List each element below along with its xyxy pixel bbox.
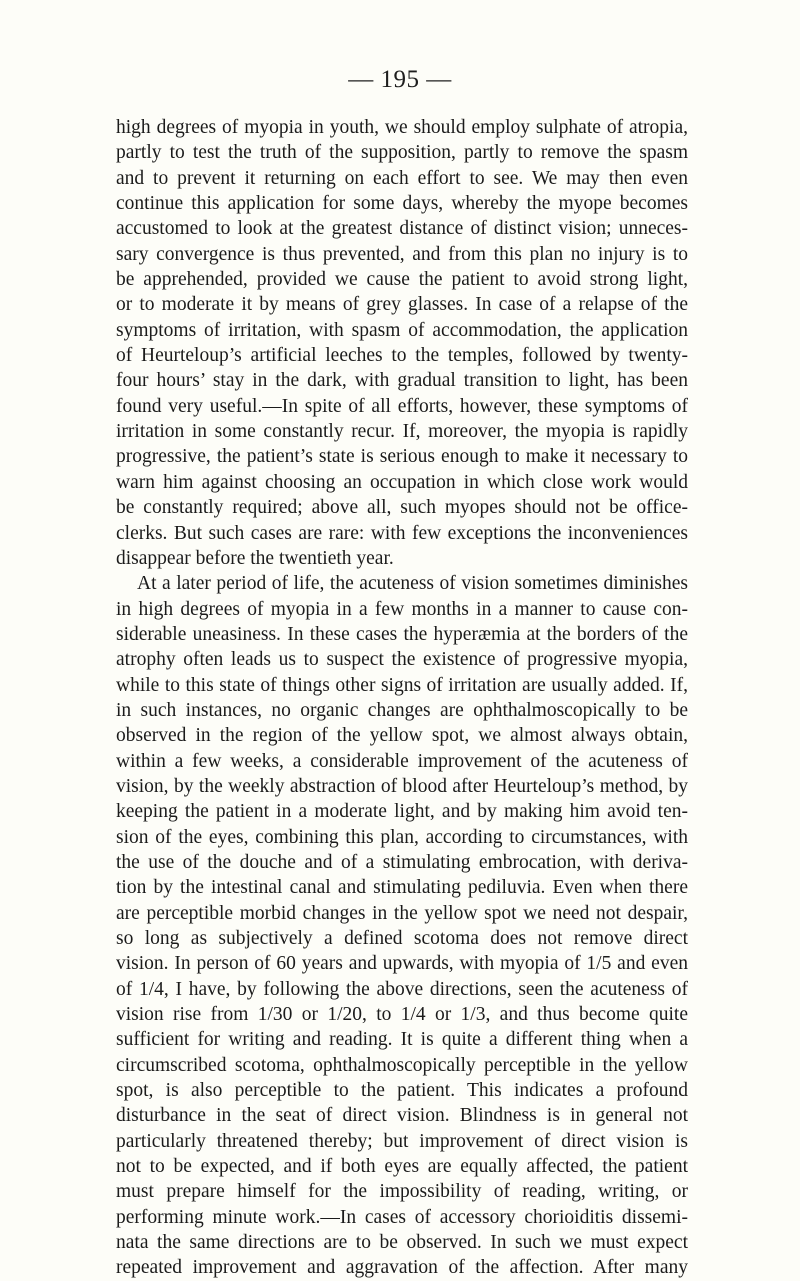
body-text [116,115,688,1281]
text-line: high degrees of myopia in youth, we should employ sulphate of atropia, [116,117,688,138]
text-line: tion by the intestinal canal and stimulating pediluvia. Even when there [116,877,688,899]
text-line: in such instances, no organic changes are ophthalmoscopically to be [116,699,688,721]
text-line: continue this application for some days, whereby the myope becomes [116,193,688,215]
text-line: siderable uneasiness. In these cases the hyperæmia at the borders of the [116,623,688,645]
text-line: progressive, the patient’s state is serious enough to make it necessary to [116,446,688,468]
text-line: vision rise from 1/30 or 1/20, to 1/4 or 1/3, and thus become quite [116,1004,688,1026]
text-line: vision, by the weekly abstraction of blood after Heurteloup’s method, by [116,775,688,797]
paragraph-end-line: disappear before the twentieth year. [116,547,394,569]
text-line: accustomed to look at the greatest distance of distinct vision; unneces- [116,218,688,240]
text-line: observed in the region of the yellow spot, we almost always obtain, [116,725,688,747]
text-line: warn him against choosing an occupation in which close work would [116,471,688,493]
text-line: keeping the patient in a moderate light, and by making him avoid ten- [116,801,688,823]
text-line: so long as subjectively a defined scotoma does not remove direct [116,928,688,949]
text-line: spot, is also perceptible to the patient. This indicates a profound [116,1080,688,1102]
text-line: four hours’ stay in the dark, with gradual transition to light, has been [116,370,688,392]
page-number: — 195 — [348,66,452,93]
text-line: within a few weeks, a considerable improvement of the acuteness of [116,750,688,772]
text-line: while to this state of things other signs of irritation are usually added. If, [116,674,688,696]
text-line: sufficient for writing and reading. It is quite a different thing when a [116,1029,688,1051]
text-line: or to moderate it by means of grey glasses. In case of a relapse of the [116,294,688,316]
text-line: are perceptible morbid changes in the yellow spot we need not despair, [116,902,688,924]
text-line: irritation in some constantly recur. If, moreover, the myopia is rapidly [116,421,688,443]
text-line: performing minute work.—In cases of accessory chorioiditis dissemi- [116,1206,688,1228]
text-line: disturbance in the seat of direct vision. Blindness is in general not [116,1105,688,1127]
text-line: of 1/4, I have, by following the above directions, seen the acuteness of [116,978,688,1000]
text-line: nata the same directions are to be observed. In such we must expect [116,1232,688,1254]
text-line: not to be expected, and if both eyes are equally affected, the patient [116,1156,688,1178]
text-line: atrophy often leads us to suspect the existence of progressive myopia, [116,649,688,671]
text-line: partly to test the truth of the supposition, partly to remove the spasm [116,142,688,164]
text-line: symptoms of irritation, with spasm of accommodation, the application [116,319,688,341]
text-line: vision. In person of 60 years and upwards, with myopia of 1/5 and even [116,953,688,975]
text-line: the use of the douche and of a stimulating embrocation, with deriva- [116,851,688,873]
text-line: and to prevent it returning on each effort to see. We may then even [116,167,688,189]
text-line: found very useful.—In spite of all efforts, however, these symptoms of [116,395,688,417]
text-line: clerks. But such cases are rare: with few exceptions the inconveniences [116,522,688,544]
text-line: be apprehended, provided we cause the patient to avoid strong light, [116,269,688,291]
text-line: of Heurteloup’s artificial leeches to the temples, followed by twenty- [116,345,688,367]
text-line: be constantly required; above all, such myopes should not be office- [116,497,688,519]
text-line: repeated improvement and aggravation of the affection. After many [116,1257,688,1279]
text-line: in high degrees of myopia in a few months in a manner to cause con- [116,598,688,620]
text-line: particularly threatened thereby; but improvement of direct vision is [116,1130,688,1152]
text-line: sary convergence is thus prevented, and from this plan no injury is to [116,243,688,265]
text-line: sion of the eyes, combining this plan, according to circumstances, with [116,826,688,848]
text-line: circumscribed scotoma, ophthalmoscopically perceptible in the yellow [116,1054,688,1076]
text-line: must prepare himself for the impossibility of reading, writing, or [116,1181,688,1203]
paragraph-start-line: At a later period of life, the acuteness of vision sometimes diminishes [137,573,688,595]
